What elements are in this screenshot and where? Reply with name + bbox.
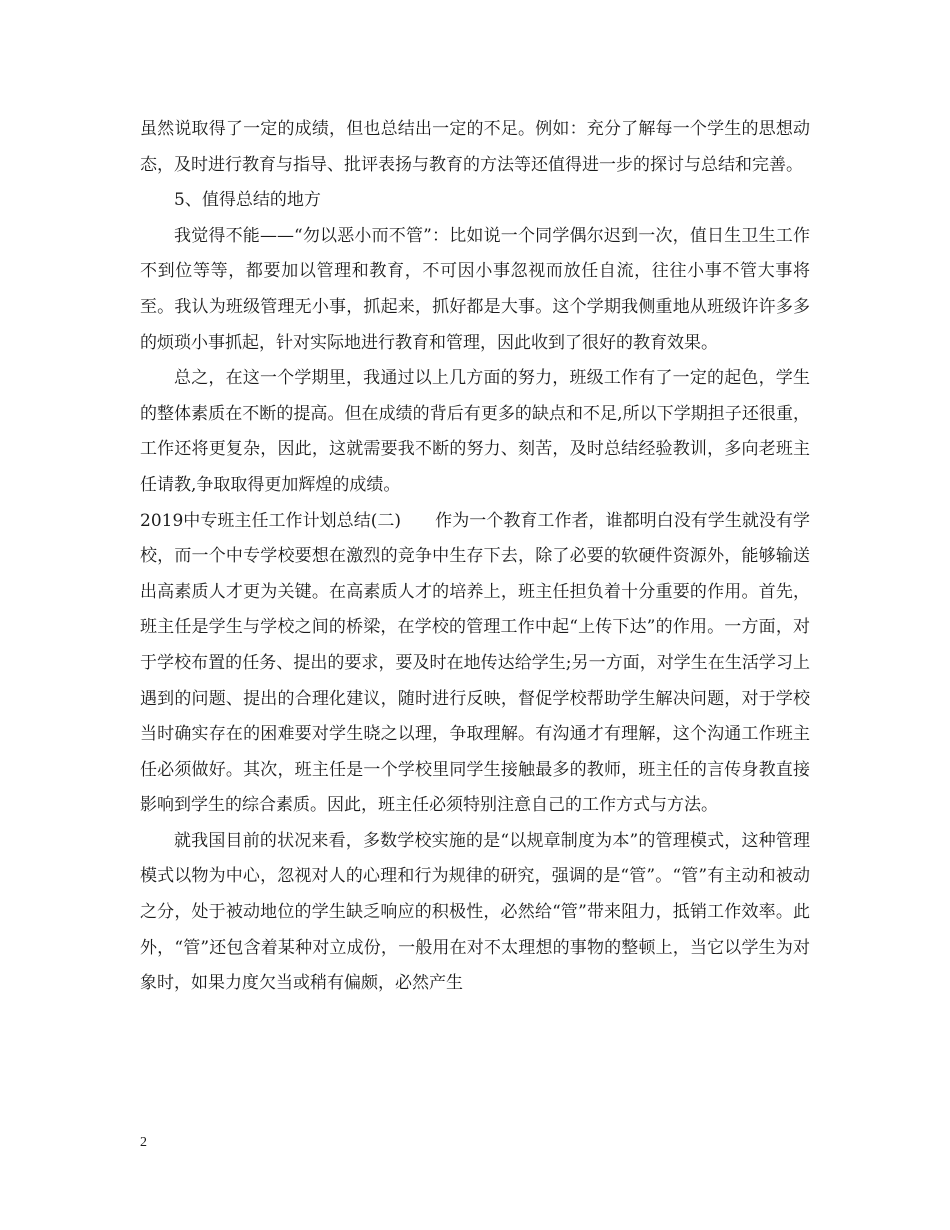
paragraph-6: 就我国目前的状况来看，多数学校实施的是“以规章制度为本”的管理模式，这种管理模式以物为中心，忽视对人的心理和行为规律的研究，强调的是“管”。“管”有主动和被动之分，处于被动地位的学生缺乏响应的积极性，必然给“管”带来阻力，抵销工作效率。此外，“管”还包含着某种对立成份，一般用在对不太理想的事物的整顿上，当它以学生为对象时，如果力度欠当或稍有偏颇，必然产生 xyxy=(140,830,810,994)
document-page xyxy=(140,112,810,1002)
section-heading: 5、值得总结的地方 xyxy=(174,190,321,211)
page-number: 2 xyxy=(140,1135,147,1150)
paragraph-3: 我觉得不能——“勿以恶小而不管”：比如说一个同学偶尔迟到一次，值日生卫生工作不到位等等，都要加以管理和教育，不可因小事忽视而放任自流，往往小事不管大事将至。我认为班级管理无小事，抓起来，抓好都是大事。这个学期我侧重地从班级许许多多的烦琐小事抓起，针对实际地进行教育和管理，因此收到了很好的教育效果。 xyxy=(140,225,810,353)
paragraph-1: 虽然说取得了一定的成绩，但也总结出一定的不足。例如：充分了解每一个学生的思想动态，及时进行教育与指导、批评表扬与教育的方法等还值得进一步的探讨与总结和完善。 xyxy=(140,119,810,175)
paragraph-4: 总之，在这一个学期里，我通过以上几方面的努力，班级工作有了一定的起色，学生的整体素质在不断的提高。但在成绩的背后有更多的缺点和不足,所以下学期担子还很重，工作还将更复杂，因此，这就需要我不断的努力、刻苦，及时总结经验教训，多向老班主任请教,争取取得更加辉煌的成绩。 xyxy=(140,368,810,495)
paragraph-5: 2019中专班主任工作计划总结(二) 作为一个教育工作者，谁都明白没有学生就没有学校，而一个中专学校要想在激烈的竞争中生存下去，除了必要的软硬件资源外，能够输送出高素质人才更为关键。在高素质人才的培养上，班主任担负着十分重要的作用。首先，班主任是学生与学校之间的桥梁，在学校的管理工作中起“上传下达”的作用。一方面，对于学校布置的任务、提出的要求，要及时在地传达给学生;另一方面，对学生在生活学习上遇到的问题、提出的合理化建议，随时进行反映，督促学校帮助学生解决问题，对于学校当时确实存在的困难要对学生晓之以理，争取理解。有沟通才有理解，这个沟通工作班主任必须做好。其次，班主任是一个学校里同学生接触最多的教师，班主任的言传身教直接影响到学生的综合素质。因此，班主任必须特别注意自己的工作方式与方法。 xyxy=(140,510,810,816)
